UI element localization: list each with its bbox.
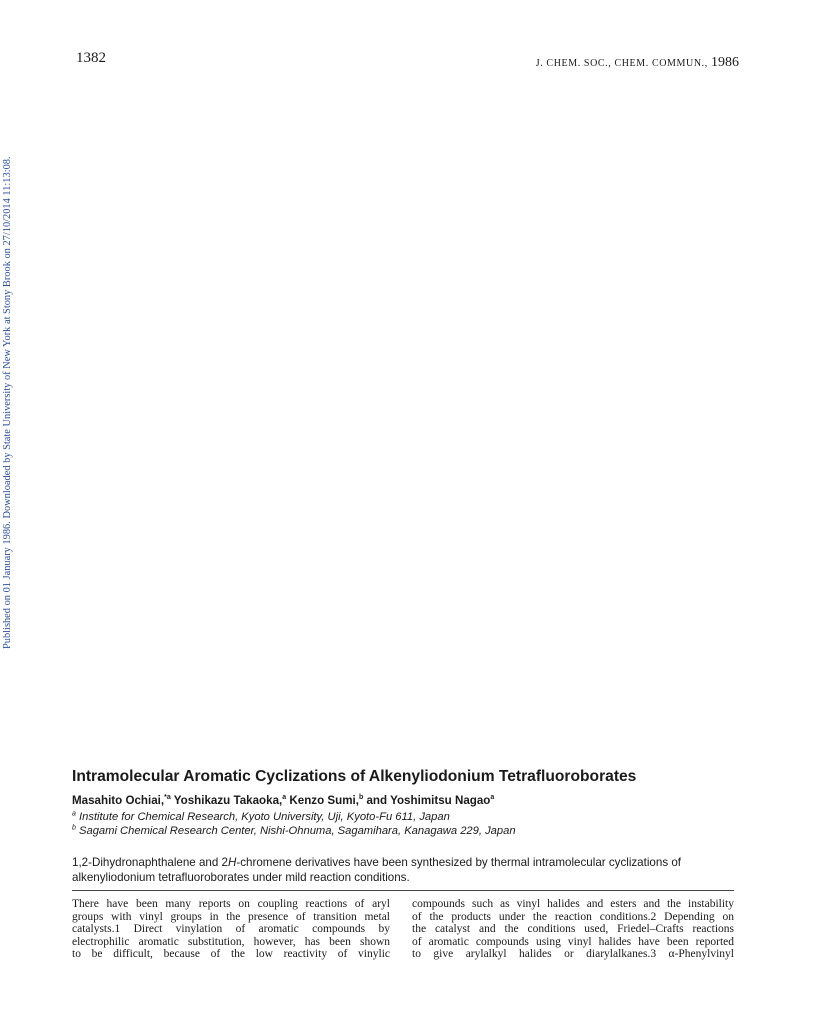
body-line: of aromatic compounds using vinyl halides have been reported	[412, 935, 734, 948]
body-line: the catalyst and the conditions used, Friedel–Crafts reactions	[412, 923, 734, 936]
author-name: Kenzo Sumi,	[289, 794, 359, 807]
affiliation-text: Institute for Chemical Research, Kyoto University, Uji, Kyoto-Fu 611, Japan	[79, 811, 450, 823]
page-number: 1382	[76, 50, 106, 66]
body-line: to be difficult, because of the low reactivity of vinylic	[72, 948, 390, 961]
body-column-right	[412, 898, 734, 961]
body-line: to give arylalkyl halides or diarylalkanes.3 α-Phenylvinyl	[412, 948, 734, 961]
body-column-left	[72, 898, 390, 961]
affiliation-mark: a	[72, 810, 76, 818]
author-affil-mark: *a	[164, 794, 171, 802]
body-line: electrophilic aromatic substitution, however, has been shown	[72, 935, 390, 948]
author-name: Yoshikazu Takaoka,	[173, 794, 283, 807]
body-line: compounds such as vinyl halides and esters and the instability	[412, 898, 734, 910]
abstract-italic-h: H	[228, 856, 237, 869]
body-line: groups with vinyl groups in the presence of transition metal	[72, 910, 390, 923]
abstract	[72, 855, 742, 885]
author-affil-mark: a	[282, 794, 287, 802]
author-list	[72, 794, 494, 807]
journal-name: J. CHEM. SOC., CHEM. COMMUN.,	[535, 58, 708, 69]
author-name: Masahito Ochiai,	[72, 794, 165, 807]
journal-header	[536, 55, 739, 71]
article-title: Intramolecular Aromatic Cyclizations of Alkenyliodonium Tetrafluoroborates	[72, 768, 637, 785]
journal-year: 1986	[711, 55, 739, 70]
body-line: catalysts.1 Direct vinylation of aromatic compounds by	[72, 923, 390, 936]
author-name: and Yoshimitsu Nagao	[366, 794, 491, 807]
author-affil-mark: a	[490, 794, 495, 802]
body-line: of the products under the reaction conditions.2 Depending on	[412, 910, 734, 923]
affiliation-mark: b	[72, 824, 76, 832]
affiliation-a	[72, 811, 450, 823]
affiliation-b	[72, 825, 516, 837]
download-stamp[interactable]: Published on 01 January 1986. Downloaded by State University of New York at Stony Brook on 27/10/2014 11:13:08.	[2, 156, 13, 649]
abstract-text-start: 1,2-Dihydronaphthalene and 2	[72, 856, 228, 869]
section-divider	[72, 890, 734, 891]
affiliation-text: Sagami Chemical Research Center, Nishi-Ohnuma, Sagamihara, Kanagawa 229, Japan	[79, 825, 516, 837]
author-affil-mark: b	[358, 794, 364, 802]
body-line: There have been many reports on coupling reactions of aryl	[72, 898, 390, 910]
abstract-text-rest: -chromene derivatives have been synthesized by thermal intramolecular cyclizations of alkenyliodonium tetrafluoroborates under mild reaction conditions.	[72, 856, 682, 884]
